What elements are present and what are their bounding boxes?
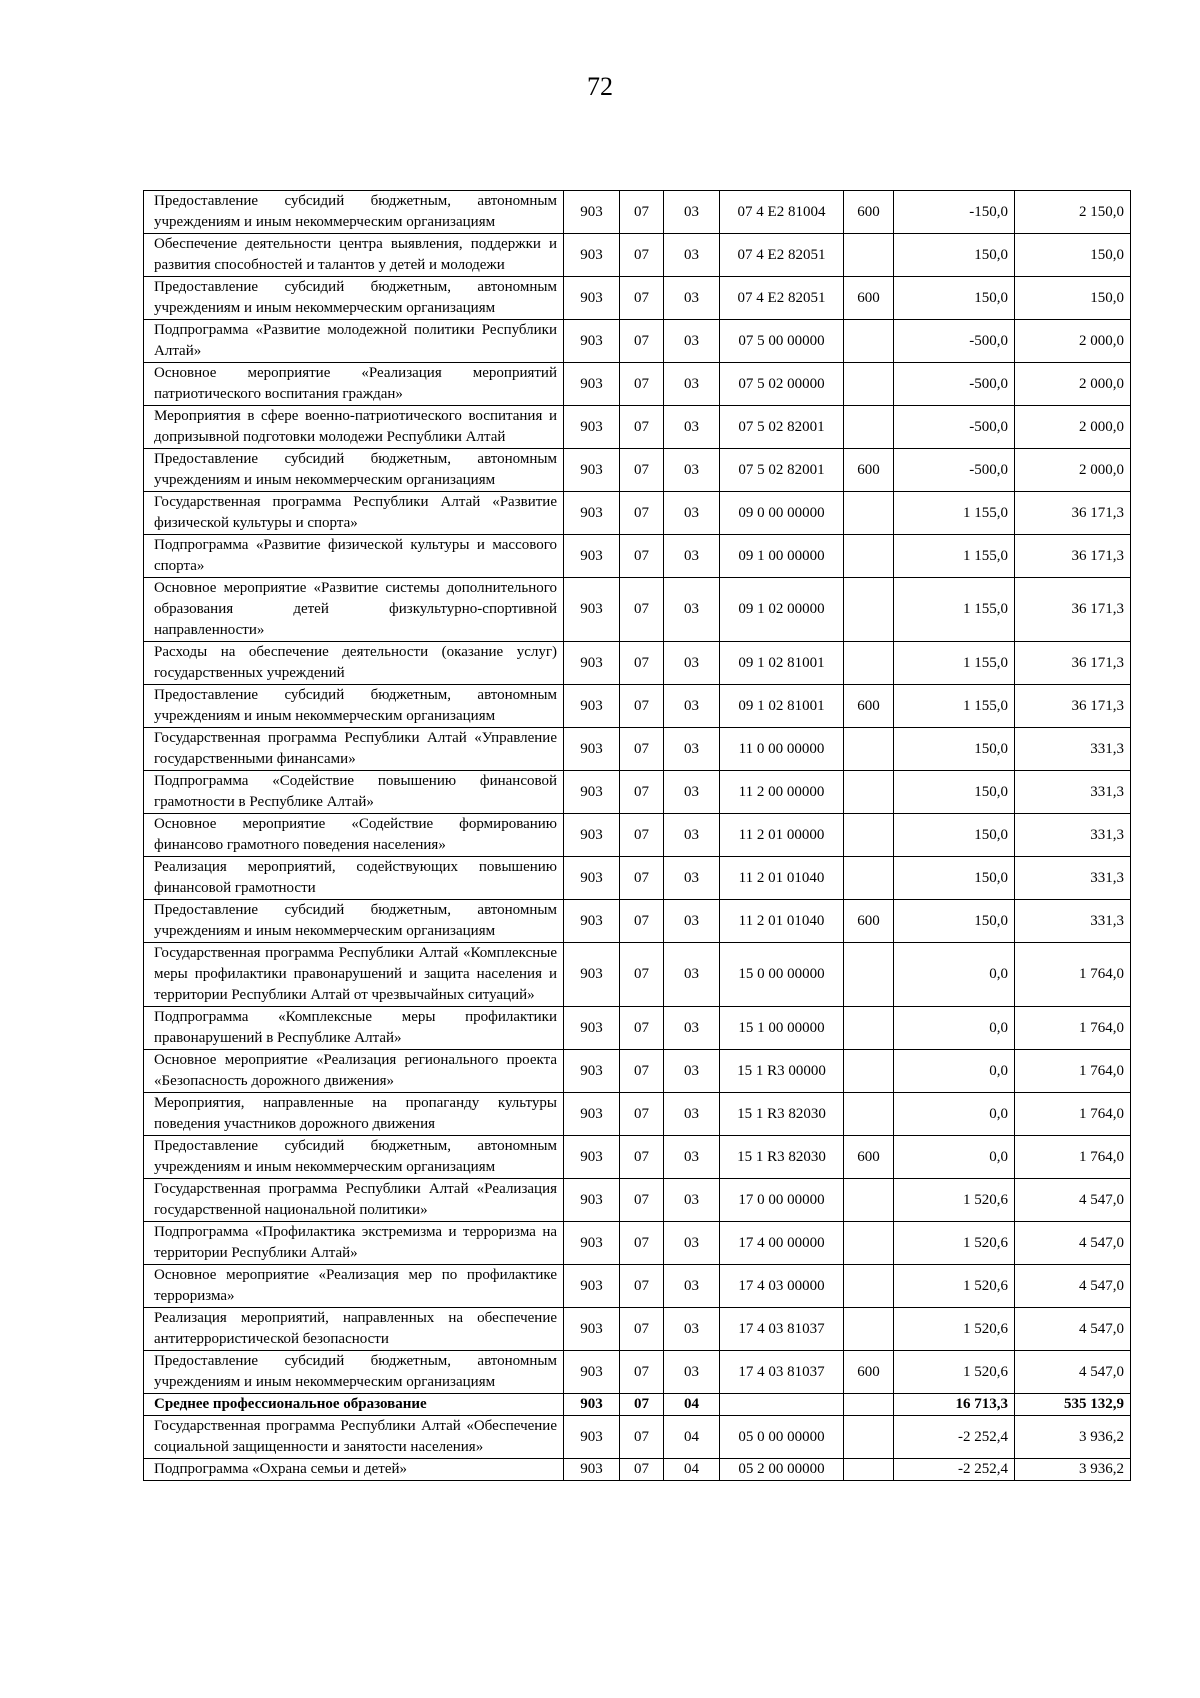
row-gr-code: 903 bbox=[564, 1265, 620, 1308]
row-gr-code: 903 bbox=[564, 728, 620, 771]
row-gr-code: 903 bbox=[564, 1351, 620, 1394]
table-row bbox=[144, 1351, 1131, 1394]
row-total-amount: 2 000,0 bbox=[1015, 406, 1131, 449]
row-total-amount: 331,3 bbox=[1015, 814, 1131, 857]
row-target-code: 05 0 00 00000 bbox=[720, 1416, 844, 1459]
table-row bbox=[144, 1308, 1131, 1351]
row-expense-type: 600 bbox=[844, 191, 894, 234]
row-gr-code: 903 bbox=[564, 771, 620, 814]
row-expense-type bbox=[844, 1093, 894, 1136]
row-total-amount: 4 547,0 bbox=[1015, 1308, 1131, 1351]
row-subsection-code: 03 bbox=[664, 578, 720, 642]
table-row bbox=[144, 1265, 1131, 1308]
row-name: Подпрограмма «Комплексные меры профилактики правонарушений в Республике Алтай» bbox=[144, 1007, 564, 1050]
row-total-amount: 3 936,2 bbox=[1015, 1459, 1131, 1481]
row-target-code: 11 0 00 00000 bbox=[720, 728, 844, 771]
row-subsection-code: 03 bbox=[664, 1351, 720, 1394]
row-change-amount: 0,0 bbox=[894, 1050, 1015, 1093]
row-total-amount: 36 171,3 bbox=[1015, 578, 1131, 642]
row-name: Государственная программа Республики Алтай «Реализация государственной национальной политики» bbox=[144, 1179, 564, 1222]
row-change-amount: -500,0 bbox=[894, 320, 1015, 363]
row-change-amount: 150,0 bbox=[894, 771, 1015, 814]
row-section-code: 07 bbox=[620, 857, 664, 900]
row-gr-code: 903 bbox=[564, 814, 620, 857]
row-name: Расходы на обеспечение деятельности (оказание услуг) государственных учреждений bbox=[144, 642, 564, 685]
row-gr-code: 903 bbox=[564, 685, 620, 728]
row-subsection-code: 03 bbox=[664, 492, 720, 535]
row-total-amount: 1 764,0 bbox=[1015, 943, 1131, 1007]
row-expense-type: 600 bbox=[844, 277, 894, 320]
row-expense-type bbox=[844, 728, 894, 771]
row-gr-code: 903 bbox=[564, 578, 620, 642]
row-change-amount: 150,0 bbox=[894, 728, 1015, 771]
row-subsection-code: 03 bbox=[664, 1007, 720, 1050]
row-expense-type bbox=[844, 1308, 894, 1351]
row-change-amount: -500,0 bbox=[894, 406, 1015, 449]
row-change-amount: -2 252,4 bbox=[894, 1459, 1015, 1481]
row-expense-type bbox=[844, 1265, 894, 1308]
row-section-code: 07 bbox=[620, 685, 664, 728]
row-subsection-code: 03 bbox=[664, 1093, 720, 1136]
row-target-code bbox=[720, 1394, 844, 1416]
row-name: Предоставление субсидий бюджетным, автономным учреждениям и иным некоммерческим организациям bbox=[144, 191, 564, 234]
row-expense-type: 600 bbox=[844, 1136, 894, 1179]
table-row bbox=[144, 1179, 1131, 1222]
row-name: Государственная программа Республики Алтай «Обеспечение социальной защищенности и занятости населения» bbox=[144, 1416, 564, 1459]
row-expense-type bbox=[844, 1416, 894, 1459]
row-section-code: 07 bbox=[620, 1093, 664, 1136]
row-gr-code: 903 bbox=[564, 234, 620, 277]
table-row bbox=[144, 1007, 1131, 1050]
row-section-code: 07 bbox=[620, 1007, 664, 1050]
row-name: Подпрограмма «Охрана семьи и детей» bbox=[144, 1459, 564, 1481]
row-section-code: 07 bbox=[620, 1394, 664, 1416]
row-target-code: 11 2 01 01040 bbox=[720, 857, 844, 900]
row-total-amount: 4 547,0 bbox=[1015, 1265, 1131, 1308]
row-section-code: 07 bbox=[620, 943, 664, 1007]
row-expense-type: 600 bbox=[844, 685, 894, 728]
row-expense-type bbox=[844, 943, 894, 1007]
row-gr-code: 903 bbox=[564, 642, 620, 685]
row-section-code: 07 bbox=[620, 1265, 664, 1308]
row-expense-type bbox=[844, 857, 894, 900]
row-name: Подпрограмма «Развитие физической культуры и массового спорта» bbox=[144, 535, 564, 578]
row-section-code: 07 bbox=[620, 1459, 664, 1481]
row-change-amount: 0,0 bbox=[894, 943, 1015, 1007]
table-row bbox=[144, 1416, 1131, 1459]
row-subsection-code: 03 bbox=[664, 1265, 720, 1308]
row-total-amount: 1 764,0 bbox=[1015, 1136, 1131, 1179]
row-target-code: 07 5 02 82001 bbox=[720, 449, 844, 492]
table-row bbox=[144, 685, 1131, 728]
table-row bbox=[144, 814, 1131, 857]
row-expense-type: 600 bbox=[844, 900, 894, 943]
row-subsection-code: 03 bbox=[664, 1222, 720, 1265]
row-gr-code: 903 bbox=[564, 191, 620, 234]
row-target-code: 11 2 01 01040 bbox=[720, 900, 844, 943]
row-change-amount: 1 155,0 bbox=[894, 685, 1015, 728]
row-expense-type bbox=[844, 406, 894, 449]
row-target-code: 07 5 00 00000 bbox=[720, 320, 844, 363]
row-change-amount: 1 155,0 bbox=[894, 535, 1015, 578]
row-change-amount: 150,0 bbox=[894, 857, 1015, 900]
row-gr-code: 903 bbox=[564, 1179, 620, 1222]
row-target-code: 15 1 00 00000 bbox=[720, 1007, 844, 1050]
row-name: Мероприятия, направленные на пропаганду культуры поведения участников дорожного движения bbox=[144, 1093, 564, 1136]
row-section-code: 07 bbox=[620, 771, 664, 814]
row-total-amount: 36 171,3 bbox=[1015, 685, 1131, 728]
row-section-code: 07 bbox=[620, 900, 664, 943]
row-change-amount: -500,0 bbox=[894, 363, 1015, 406]
row-subsection-code: 03 bbox=[664, 449, 720, 492]
row-target-code: 09 1 02 81001 bbox=[720, 685, 844, 728]
row-name: Государственная программа Республики Алтай «Развитие физической культуры и спорта» bbox=[144, 492, 564, 535]
row-change-amount: 1 155,0 bbox=[894, 642, 1015, 685]
table-row bbox=[144, 900, 1131, 943]
row-section-code: 07 bbox=[620, 406, 664, 449]
row-total-amount: 3 936,2 bbox=[1015, 1416, 1131, 1459]
row-target-code: 07 4 E2 82051 bbox=[720, 277, 844, 320]
row-expense-type bbox=[844, 234, 894, 277]
row-subsection-code: 03 bbox=[664, 642, 720, 685]
row-subsection-code: 03 bbox=[664, 535, 720, 578]
row-target-code: 11 2 00 00000 bbox=[720, 771, 844, 814]
row-expense-type bbox=[844, 1007, 894, 1050]
page-number: 72 bbox=[587, 72, 613, 101]
row-target-code: 09 1 00 00000 bbox=[720, 535, 844, 578]
row-section-code: 07 bbox=[620, 814, 664, 857]
row-change-amount: 1 520,6 bbox=[894, 1222, 1015, 1265]
row-gr-code: 903 bbox=[564, 406, 620, 449]
row-subsection-code: 03 bbox=[664, 406, 720, 449]
row-gr-code: 903 bbox=[564, 1308, 620, 1351]
row-subsection-code: 03 bbox=[664, 363, 720, 406]
row-section-code: 07 bbox=[620, 642, 664, 685]
row-subsection-code: 03 bbox=[664, 814, 720, 857]
row-section-code: 07 bbox=[620, 492, 664, 535]
row-subsection-code: 03 bbox=[664, 900, 720, 943]
row-name: Основное мероприятие «Развитие системы дополнительного образования детей физкультурно-спортивной направленности» bbox=[144, 578, 564, 642]
row-change-amount: 150,0 bbox=[894, 234, 1015, 277]
table-row bbox=[144, 363, 1131, 406]
row-gr-code: 903 bbox=[564, 1136, 620, 1179]
row-section-code: 07 bbox=[620, 1179, 664, 1222]
row-subsection-code: 03 bbox=[664, 1308, 720, 1351]
row-target-code: 17 4 03 81037 bbox=[720, 1308, 844, 1351]
row-expense-type bbox=[844, 642, 894, 685]
row-target-code: 17 4 00 00000 bbox=[720, 1222, 844, 1265]
row-name: Подпрограмма «Содействие повышению финансовой грамотности в Республике Алтай» bbox=[144, 771, 564, 814]
row-subsection-code: 03 bbox=[664, 1136, 720, 1179]
row-subsection-code: 04 bbox=[664, 1459, 720, 1481]
row-gr-code: 903 bbox=[564, 1050, 620, 1093]
row-name: Государственная программа Республики Алтай «Комплексные меры профилактики правонарушений и защита населения и территории Республики Алтай от чрезвычайных ситуаций» bbox=[144, 943, 564, 1007]
row-change-amount: 150,0 bbox=[894, 277, 1015, 320]
row-target-code: 09 0 00 00000 bbox=[720, 492, 844, 535]
row-total-amount: 2 000,0 bbox=[1015, 363, 1131, 406]
row-change-amount: -500,0 bbox=[894, 449, 1015, 492]
row-subsection-code: 04 bbox=[664, 1416, 720, 1459]
row-expense-type: 600 bbox=[844, 449, 894, 492]
row-change-amount: 150,0 bbox=[894, 814, 1015, 857]
row-total-amount: 1 764,0 bbox=[1015, 1093, 1131, 1136]
row-total-amount: 535 132,9 bbox=[1015, 1394, 1131, 1416]
row-change-amount: 1 155,0 bbox=[894, 578, 1015, 642]
table-row bbox=[144, 642, 1131, 685]
row-section-code: 07 bbox=[620, 277, 664, 320]
row-total-amount: 2 000,0 bbox=[1015, 449, 1131, 492]
row-section-code: 07 bbox=[620, 1351, 664, 1394]
row-expense-type bbox=[844, 320, 894, 363]
table-row bbox=[144, 449, 1131, 492]
row-gr-code: 903 bbox=[564, 535, 620, 578]
row-expense-type bbox=[844, 814, 894, 857]
row-subsection-code: 03 bbox=[664, 685, 720, 728]
row-gr-code: 903 bbox=[564, 857, 620, 900]
row-total-amount: 150,0 bbox=[1015, 234, 1131, 277]
row-name: Предоставление субсидий бюджетным, автономным учреждениям и иным некоммерческим организациям bbox=[144, 685, 564, 728]
table-row bbox=[144, 728, 1131, 771]
row-name: Предоставление субсидий бюджетным, автономным учреждениям и иным некоммерческим организациям bbox=[144, 277, 564, 320]
row-total-amount: 1 764,0 bbox=[1015, 1050, 1131, 1093]
row-gr-code: 903 bbox=[564, 1222, 620, 1265]
row-total-amount: 4 547,0 bbox=[1015, 1351, 1131, 1394]
row-gr-code: 903 bbox=[564, 1394, 620, 1416]
table-row bbox=[144, 1093, 1131, 1136]
row-gr-code: 903 bbox=[564, 943, 620, 1007]
row-subsection-code: 03 bbox=[664, 728, 720, 771]
row-name: Подпрограмма «Развитие молодежной политики Республики Алтай» bbox=[144, 320, 564, 363]
row-target-code: 09 1 02 00000 bbox=[720, 578, 844, 642]
row-change-amount: 1 155,0 bbox=[894, 492, 1015, 535]
row-target-code: 15 1 R3 00000 bbox=[720, 1050, 844, 1093]
row-expense-type: 600 bbox=[844, 1351, 894, 1394]
row-name: Реализация мероприятий, направленных на обеспечение антитеррористической безопасности bbox=[144, 1308, 564, 1351]
row-change-amount: 1 520,6 bbox=[894, 1265, 1015, 1308]
row-section-code: 07 bbox=[620, 191, 664, 234]
budget-table bbox=[143, 190, 1131, 1481]
row-name: Среднее профессиональное образование bbox=[144, 1394, 564, 1416]
table-row bbox=[144, 1459, 1131, 1481]
row-section-code: 07 bbox=[620, 1416, 664, 1459]
table-row bbox=[144, 492, 1131, 535]
row-subsection-code: 03 bbox=[664, 857, 720, 900]
row-subsection-code: 03 bbox=[664, 191, 720, 234]
row-name: Подпрограмма «Профилактика экстремизма и терроризма на территории Республики Алтай» bbox=[144, 1222, 564, 1265]
row-section-code: 07 bbox=[620, 578, 664, 642]
row-section-code: 07 bbox=[620, 728, 664, 771]
row-total-amount: 4 547,0 bbox=[1015, 1222, 1131, 1265]
table-row bbox=[144, 277, 1131, 320]
table-row bbox=[144, 771, 1131, 814]
row-subsection-code: 03 bbox=[664, 277, 720, 320]
row-change-amount: 1 520,6 bbox=[894, 1351, 1015, 1394]
row-name: Основное мероприятие «Реализация мер по профилактике терроризма» bbox=[144, 1265, 564, 1308]
row-total-amount: 2 000,0 bbox=[1015, 320, 1131, 363]
row-total-amount: 331,3 bbox=[1015, 857, 1131, 900]
row-total-amount: 4 547,0 bbox=[1015, 1179, 1131, 1222]
row-expense-type bbox=[844, 578, 894, 642]
row-gr-code: 903 bbox=[564, 320, 620, 363]
table-row bbox=[144, 234, 1131, 277]
row-name: Основное мероприятие «Реализация регионального проекта «Безопасность дорожного движения» bbox=[144, 1050, 564, 1093]
row-gr-code: 903 bbox=[564, 277, 620, 320]
table-row bbox=[144, 191, 1131, 234]
row-gr-code: 903 bbox=[564, 1007, 620, 1050]
row-section-code: 07 bbox=[620, 1308, 664, 1351]
row-subsection-code: 03 bbox=[664, 1179, 720, 1222]
row-section-code: 07 bbox=[620, 320, 664, 363]
row-section-code: 07 bbox=[620, 535, 664, 578]
table-row bbox=[144, 320, 1131, 363]
table-row bbox=[144, 406, 1131, 449]
row-target-code: 09 1 02 81001 bbox=[720, 642, 844, 685]
row-change-amount: -150,0 bbox=[894, 191, 1015, 234]
row-gr-code: 903 bbox=[564, 1459, 620, 1481]
row-name: Предоставление субсидий бюджетным, автономным учреждениям и иным некоммерческим организациям bbox=[144, 449, 564, 492]
row-name: Реализация мероприятий, содействующих повышению финансовой грамотности bbox=[144, 857, 564, 900]
table-row bbox=[144, 1136, 1131, 1179]
row-name: Основное мероприятие «Содействие формированию финансово грамотного поведения населения» bbox=[144, 814, 564, 857]
row-target-code: 05 2 00 00000 bbox=[720, 1459, 844, 1481]
row-total-amount: 1 764,0 bbox=[1015, 1007, 1131, 1050]
row-expense-type bbox=[844, 1179, 894, 1222]
row-name: Государственная программа Республики Алтай «Управление государственными финансами» bbox=[144, 728, 564, 771]
row-total-amount: 331,3 bbox=[1015, 728, 1131, 771]
row-section-code: 07 bbox=[620, 234, 664, 277]
row-gr-code: 903 bbox=[564, 1416, 620, 1459]
row-change-amount: 16 713,3 bbox=[894, 1394, 1015, 1416]
table-row bbox=[144, 1222, 1131, 1265]
row-section-code: 07 bbox=[620, 1222, 664, 1265]
row-expense-type bbox=[844, 1394, 894, 1416]
table-row bbox=[144, 578, 1131, 642]
row-target-code: 17 4 03 81037 bbox=[720, 1351, 844, 1394]
row-expense-type bbox=[844, 535, 894, 578]
row-subsection-code: 03 bbox=[664, 1050, 720, 1093]
row-change-amount: 0,0 bbox=[894, 1093, 1015, 1136]
table-row bbox=[144, 1394, 1131, 1416]
row-name: Основное мероприятие «Реализация мероприятий патриотического воспитания граждан» bbox=[144, 363, 564, 406]
row-target-code: 07 5 02 00000 bbox=[720, 363, 844, 406]
row-change-amount: -2 252,4 bbox=[894, 1416, 1015, 1459]
row-name: Предоставление субсидий бюджетным, автономным учреждениям и иным некоммерческим организациям bbox=[144, 1136, 564, 1179]
row-target-code: 07 4 E2 81004 bbox=[720, 191, 844, 234]
row-subsection-code: 03 bbox=[664, 943, 720, 1007]
row-name: Обеспечение деятельности центра выявления, поддержки и развития способностей и талантов у детей и молодежи bbox=[144, 234, 564, 277]
row-change-amount: 1 520,6 bbox=[894, 1179, 1015, 1222]
row-target-code: 11 2 01 00000 bbox=[720, 814, 844, 857]
row-section-code: 07 bbox=[620, 1050, 664, 1093]
row-subsection-code: 03 bbox=[664, 320, 720, 363]
row-total-amount: 331,3 bbox=[1015, 900, 1131, 943]
row-expense-type bbox=[844, 363, 894, 406]
row-total-amount: 36 171,3 bbox=[1015, 535, 1131, 578]
row-expense-type bbox=[844, 1050, 894, 1093]
row-expense-type bbox=[844, 1222, 894, 1265]
row-target-code: 15 1 R3 82030 bbox=[720, 1136, 844, 1179]
row-name: Предоставление субсидий бюджетным, автономным учреждениям и иным некоммерческим организациям bbox=[144, 900, 564, 943]
row-target-code: 17 4 03 00000 bbox=[720, 1265, 844, 1308]
row-change-amount: 150,0 bbox=[894, 900, 1015, 943]
row-gr-code: 903 bbox=[564, 363, 620, 406]
row-expense-type bbox=[844, 771, 894, 814]
row-target-code: 15 0 00 00000 bbox=[720, 943, 844, 1007]
row-target-code: 07 4 E2 82051 bbox=[720, 234, 844, 277]
row-name: Предоставление субсидий бюджетным, автономным учреждениям и иным некоммерческим организациям bbox=[144, 1351, 564, 1394]
row-target-code: 07 5 02 82001 bbox=[720, 406, 844, 449]
row-total-amount: 150,0 bbox=[1015, 277, 1131, 320]
table-row bbox=[144, 857, 1131, 900]
row-change-amount: 0,0 bbox=[894, 1007, 1015, 1050]
row-section-code: 07 bbox=[620, 363, 664, 406]
row-section-code: 07 bbox=[620, 449, 664, 492]
row-name: Мероприятия в сфере военно-патриотического воспитания и допризывной подготовки молодежи Республики Алтай bbox=[144, 406, 564, 449]
row-total-amount: 36 171,3 bbox=[1015, 492, 1131, 535]
row-total-amount: 36 171,3 bbox=[1015, 642, 1131, 685]
row-gr-code: 903 bbox=[564, 900, 620, 943]
row-subsection-code: 03 bbox=[664, 771, 720, 814]
row-gr-code: 903 bbox=[564, 1093, 620, 1136]
table-row bbox=[144, 1050, 1131, 1093]
row-gr-code: 903 bbox=[564, 492, 620, 535]
row-change-amount: 1 520,6 bbox=[894, 1308, 1015, 1351]
row-total-amount: 331,3 bbox=[1015, 771, 1131, 814]
row-expense-type bbox=[844, 1459, 894, 1481]
row-target-code: 15 1 R3 82030 bbox=[720, 1093, 844, 1136]
row-subsection-code: 03 bbox=[664, 234, 720, 277]
row-total-amount: 2 150,0 bbox=[1015, 191, 1131, 234]
table-row bbox=[144, 535, 1131, 578]
row-change-amount: 0,0 bbox=[894, 1136, 1015, 1179]
table-row bbox=[144, 943, 1131, 1007]
row-gr-code: 903 bbox=[564, 449, 620, 492]
row-expense-type bbox=[844, 492, 894, 535]
row-section-code: 07 bbox=[620, 1136, 664, 1179]
row-subsection-code: 04 bbox=[664, 1394, 720, 1416]
row-target-code: 17 0 00 00000 bbox=[720, 1179, 844, 1222]
